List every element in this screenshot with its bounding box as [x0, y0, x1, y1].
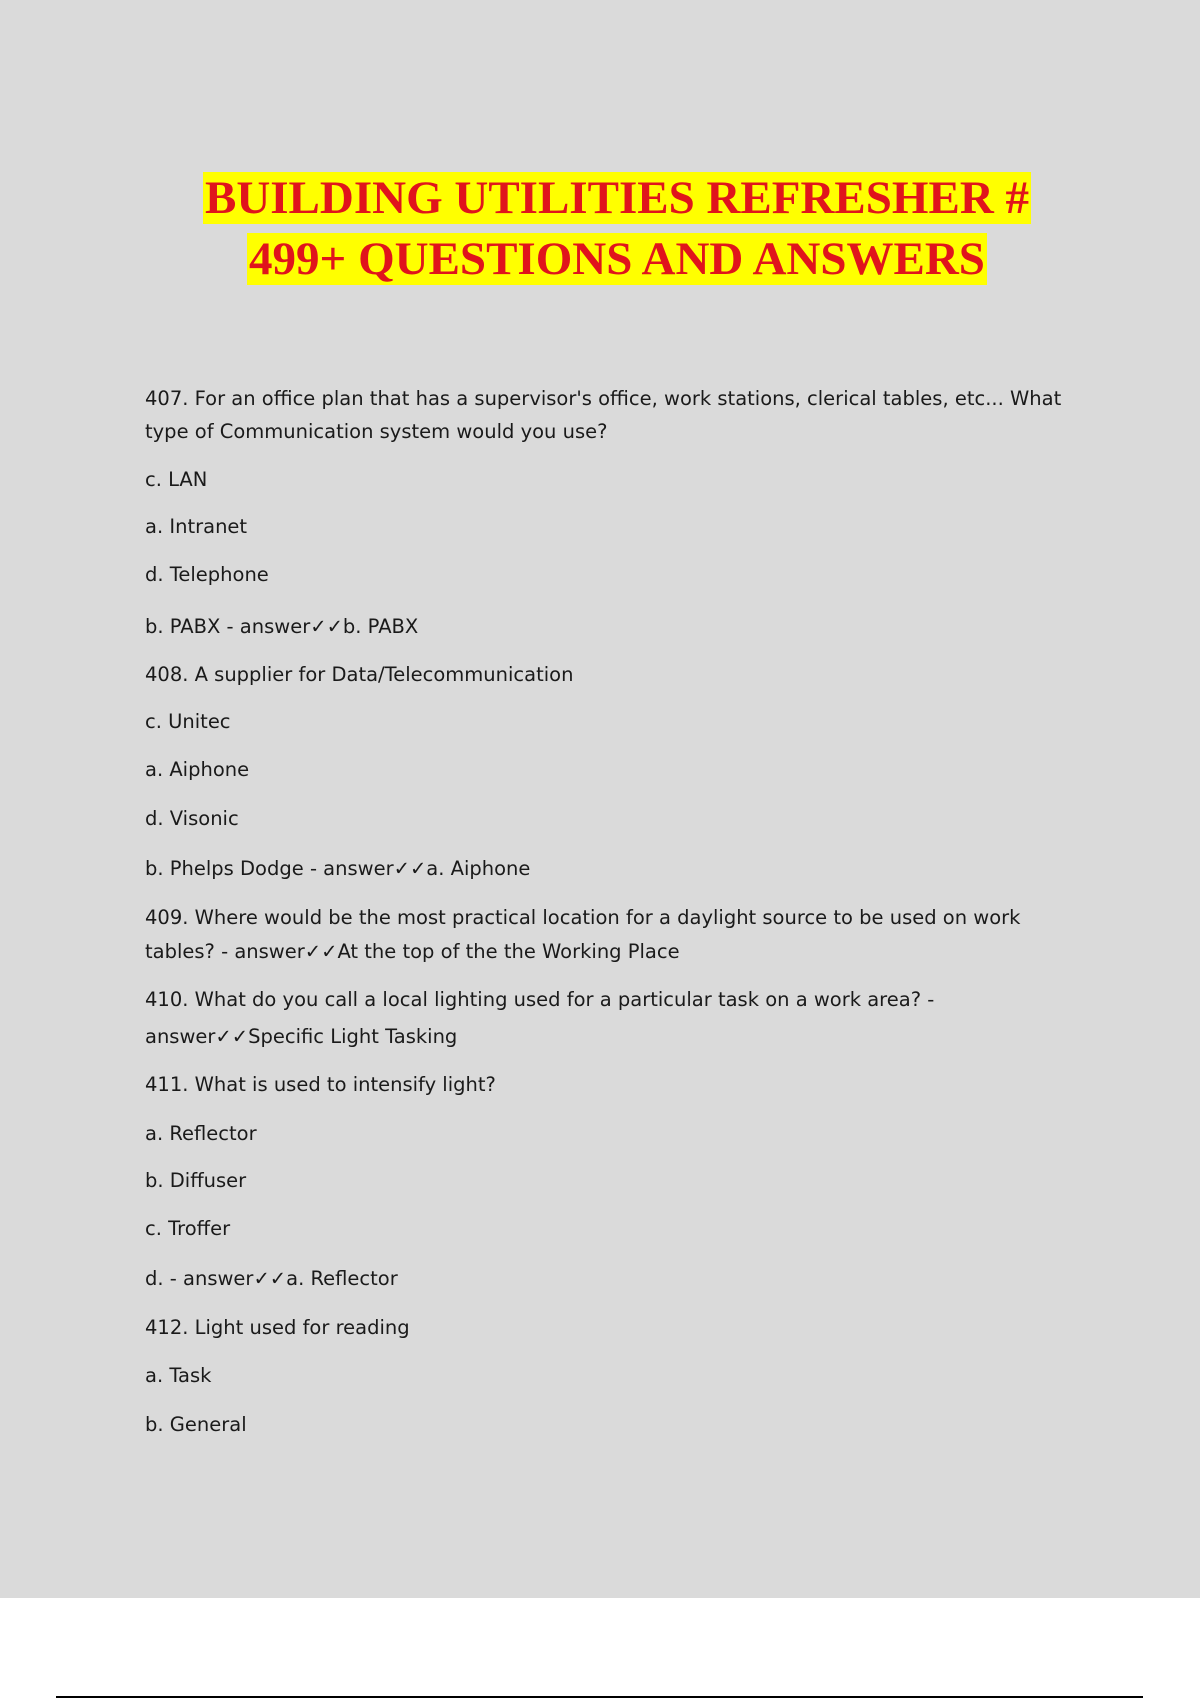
answer-option: a. Aiphone: [145, 758, 250, 781]
answer-option: c. Unitec: [145, 710, 231, 733]
answer-key: d. - answer✓✓a. Reflector: [145, 1267, 398, 1290]
answer-key: b. Phelps Dodge - answer✓✓a. Aiphone: [145, 857, 531, 880]
answer-option: b. Diffuser: [145, 1169, 247, 1192]
answer-option: c. LAN: [145, 468, 208, 491]
question-text: 410. What do you call a local lighting used for a particular task on a work area? -: [145, 988, 935, 1011]
question-text: 411. What is used to intensify light?: [145, 1073, 496, 1096]
answer-option: d. Telephone: [145, 563, 269, 586]
answer-option: a. Reflector: [145, 1122, 257, 1145]
question-text: 409. Where would be the most practical location for a daylight source to be used on work: [145, 906, 1021, 929]
answer-option: b. General: [145, 1413, 247, 1436]
document-title: [0, 168, 1200, 290]
answer-option: a. Intranet: [145, 515, 248, 538]
answer-option: c. Troffer: [145, 1217, 231, 1240]
question-text: 408. A supplier for Data/Telecommunication: [145, 663, 574, 686]
question-text: 407. For an office plan that has a supervisor's office, work stations, clerical tables, etc... What: [145, 387, 1062, 410]
answer-key: answer✓✓Specific Light Tasking: [145, 1025, 458, 1048]
question-text: type of Communication system would you use?: [145, 420, 608, 443]
answer-key: b. PABX - answer✓✓b. PABX: [145, 615, 419, 638]
answer-option: a. Task: [145, 1364, 212, 1387]
footer-divider: [56, 1696, 1143, 1698]
title-line: BUILDING UTILITIES REFRESHER #: [204, 172, 1030, 224]
question-text: 412. Light used for reading: [145, 1316, 410, 1339]
answer-option: d. Visonic: [145, 807, 239, 830]
answer-key: tables? - answer✓✓At the top of the the Working Place: [145, 940, 680, 963]
title-line: 499+ QUESTIONS AND ANSWERS: [249, 233, 985, 285]
